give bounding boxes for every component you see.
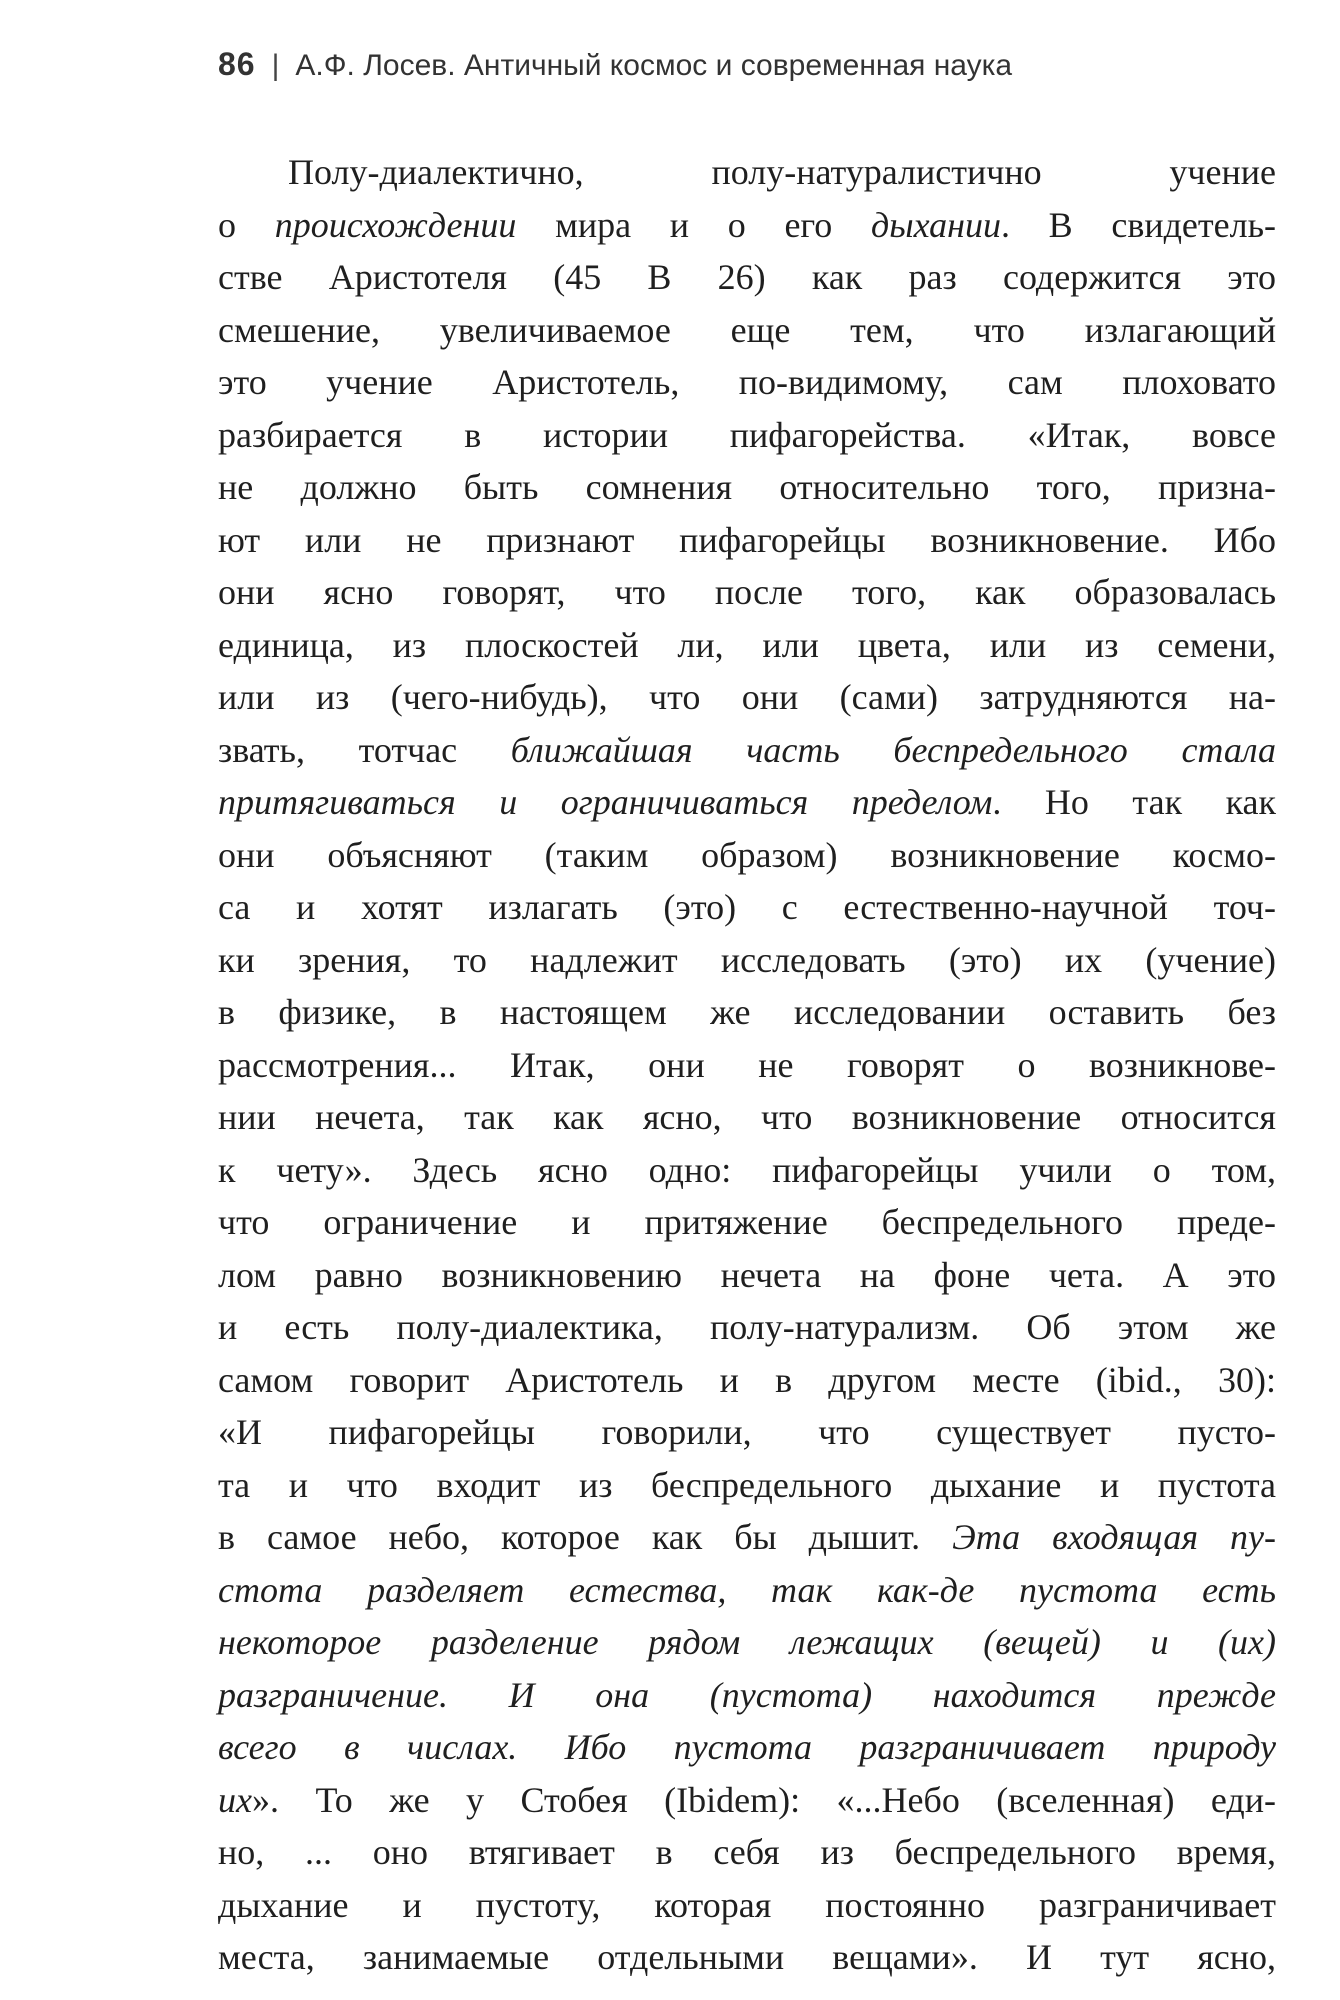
text-run: это учение Аристотель, по-видимому, сам плоховато <box>218 362 1276 402</box>
text-line <box>218 1616 1276 1669</box>
text-run: самом говорит Аристотель и в другом месте (ibid., 30): <box>218 1359 1276 1400</box>
italic-text-run: стота разделяет естества, так как-де пустота есть <box>218 1569 1276 1610</box>
text-run: са и хотят излагать (это) с естественно-научной точ- <box>218 887 1276 927</box>
text-line <box>218 986 1276 1039</box>
text-run: они объясняют (таким образом) возникновение космо- <box>218 834 1276 875</box>
text-run: в самое небо, которое как бы дышит. <box>218 1517 953 1557</box>
text-line <box>218 671 1276 724</box>
text-run: смешение, увеличиваемое еще тем, что излагающий <box>218 309 1276 350</box>
text-run: та и что входит из беспредельного дыхание и пустота <box>218 1464 1276 1505</box>
text-run: места, занимаемые отдельными вещами». И тут ясно, <box>218 1937 1276 1977</box>
text-run: что ограничение и притяжение беспредельного преде- <box>218 1202 1276 1242</box>
italic-text-run: притягиваться и ограничиваться пределом <box>218 782 993 822</box>
italic-text-run: ближайшая часть беспредельного стала <box>510 729 1276 770</box>
text-line <box>218 1406 1276 1459</box>
text-line <box>218 566 1276 619</box>
italic-text-run: всего в числах. Ибо пустота разграничивает природу <box>218 1727 1276 1767</box>
text-line <box>218 1669 1276 1722</box>
text-run: стве Аристотеля (45 В 26) как раз содержится это <box>218 257 1276 297</box>
text-line <box>218 514 1276 567</box>
text-line <box>218 199 1276 252</box>
text-run: нии нечета, так как ясно, что возникновение относится <box>218 1097 1276 1137</box>
text-line <box>218 1091 1276 1144</box>
text-run: ки зрения, то надлежит исследовать (это) их (учение) <box>218 939 1276 980</box>
text-line <box>218 409 1276 462</box>
text-line <box>218 1826 1276 1879</box>
text-run: ют или не признают пифагорейцы возникновение. Ибо <box>218 519 1276 560</box>
italic-text-run: происхождении <box>274 204 517 245</box>
text-run: «И пифагорейцы говорили, что существует пусто- <box>218 1412 1276 1452</box>
text-run: они ясно говорят, что после того, как образовалась <box>218 572 1276 612</box>
text-line <box>218 1931 1276 1984</box>
text-line <box>218 776 1276 829</box>
text-line <box>218 724 1276 777</box>
text-run: . В свидетель- <box>1000 204 1276 245</box>
text-run: дыхание и пустоту, которая постоянно разграничивает <box>218 1884 1276 1925</box>
text-run: к чету». Здесь ясно одно: пифагорейцы учили о том, <box>218 1149 1276 1190</box>
text-run: лом равно возникновению нечета на фоне чета. А это <box>218 1254 1276 1295</box>
text-run: мира и о его <box>516 204 871 245</box>
text-line <box>218 1301 1276 1354</box>
italic-text-run: дыхании <box>871 204 1001 245</box>
text-line <box>218 1459 1276 1512</box>
text-run: о <box>218 204 275 245</box>
text-line <box>218 1879 1276 1932</box>
text-run: разбирается в истории пифагорейства. «Итак, вовсе <box>218 414 1276 455</box>
running-title: А.Ф. Лосев. Античный космос и современная наука <box>295 49 1013 82</box>
italic-text-run: их <box>218 1779 252 1820</box>
text-run: не должно быть сомнения относительно того, призна- <box>218 467 1276 507</box>
text-line <box>218 251 1276 304</box>
text-run: рассмотрения... Итак, они не говорят о возникнове- <box>218 1044 1276 1085</box>
text-run: ». То же у Стобея (Ibidem): «...Небо (вселенная) еди- <box>251 1779 1276 1820</box>
text-run: или из (чего-нибудь), что они (сами) затрудняются на- <box>218 677 1276 717</box>
text-run: единица, из плоскостей ли, или цвета, или из семени, <box>218 624 1276 665</box>
text-line <box>218 1196 1276 1249</box>
page-body-text <box>218 146 1276 1984</box>
italic-text-run: разграничение. И она (пустота) находится прежде <box>218 1674 1276 1715</box>
text-line <box>218 1354 1276 1407</box>
text-line <box>218 1564 1276 1617</box>
text-line <box>218 619 1276 672</box>
text-line <box>218 1144 1276 1197</box>
text-line <box>218 1249 1276 1302</box>
text-line <box>218 356 1276 409</box>
text-line <box>218 881 1276 934</box>
text-line <box>218 1039 1276 1092</box>
text-line <box>218 1721 1276 1774</box>
text-run: и есть полу-диалектика, полу-натурализм. Об этом же <box>218 1307 1276 1347</box>
text-run: . Но так как <box>992 782 1276 822</box>
italic-text-run: Эта входящая пу- <box>952 1517 1276 1557</box>
page-number: 86 <box>218 46 256 82</box>
text-run: звать, тотчас <box>218 729 511 770</box>
text-run: в физике, в настоящем же исследовании оставить без <box>218 992 1276 1032</box>
page-header <box>218 44 1012 86</box>
text-line <box>218 829 1276 882</box>
italic-text-run: некоторое разделение рядом лежащих (вещей) и (их) <box>218 1622 1276 1662</box>
header-separator: | <box>271 49 280 82</box>
text-line <box>218 146 1276 199</box>
text-line <box>218 934 1276 987</box>
text-line <box>218 461 1276 514</box>
text-line <box>218 304 1276 357</box>
text-line <box>218 1511 1276 1564</box>
text-run: Полу-диалектично, полу-натуралистично учение <box>288 152 1276 192</box>
text-run: но, ... оно втягивает в себя из беспредельного время, <box>218 1832 1276 1872</box>
text-line <box>218 1774 1276 1827</box>
